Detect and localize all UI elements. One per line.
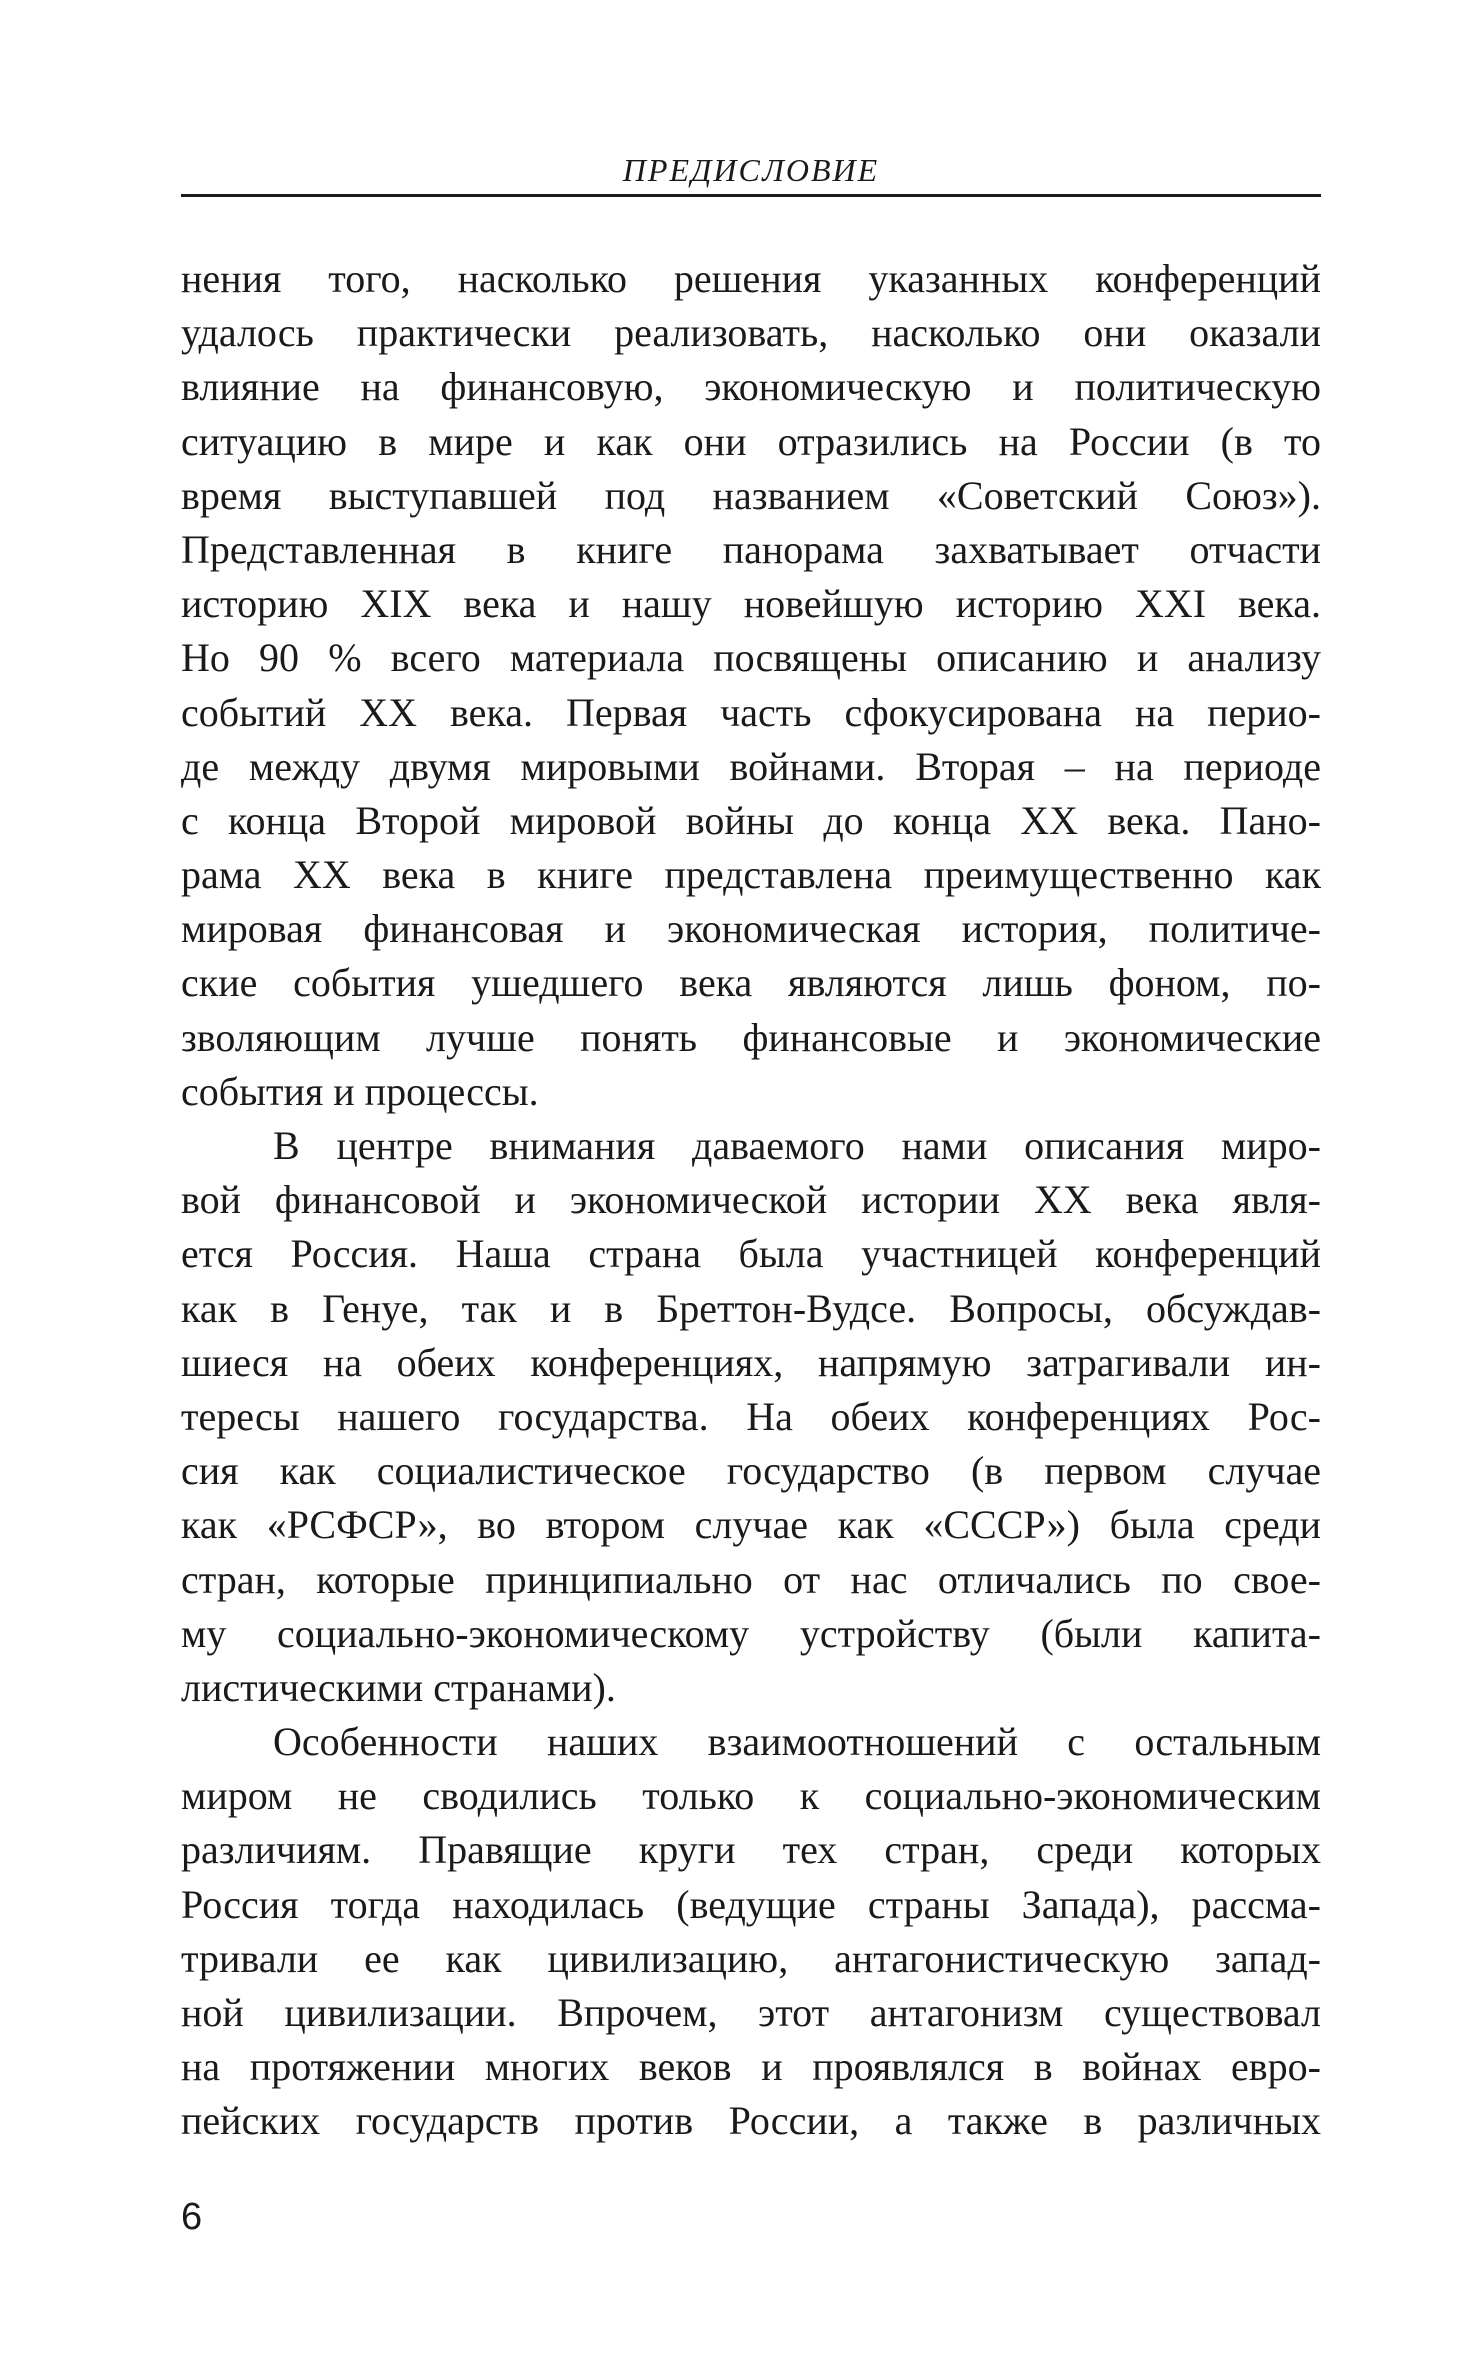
text-line: на протяжении многих веков и проявлялся в войнах евро-: [181, 2044, 1321, 2090]
text-line: мировая финансовая и экономическая история, политиче-: [181, 906, 1321, 952]
text-line: ется Россия. Наша страна была участницей конференций: [181, 1231, 1321, 1277]
text-line: события и процессы.: [181, 1068, 539, 1114]
text-line: историю XIX века и нашу новейшую историю XXI века.: [181, 581, 1321, 627]
text-line: му социально-экономическому устройству (были капита-: [181, 1610, 1321, 1656]
header-rule: [181, 194, 1321, 197]
text-line: рама XX века в книге представлена преимущественно как: [181, 852, 1321, 898]
text-line: сия как социалистическое государство (в первом случае: [181, 1448, 1321, 1494]
text-line: В центре внимания даваемого нами описания миро-: [273, 1123, 1321, 1168]
text-line: удалось практически реализовать, насколько они оказали: [181, 310, 1321, 356]
text-line: тривали ее как цивилизацию, антагонистическую запад-: [181, 1935, 1321, 1981]
text-line: влияние на финансовую, экономическую и политическую: [181, 364, 1321, 410]
body-text: [181, 252, 1321, 2149]
text-line: тересы нашего государства. На обеих конференциях Рос-: [181, 1393, 1321, 1439]
text-line: событий XX века. Первая часть сфокусирована на перио-: [181, 689, 1321, 735]
text-line: стран, которые принципиально от нас отличались по свое-: [181, 1556, 1321, 1602]
text-line: различиям. Правящие круги тех стран, среди которых: [181, 1827, 1321, 1873]
text-line: с конца Второй мировой войны до конца XX века. Пано-: [181, 797, 1321, 843]
text-line: Представленная в книге панорама захватывает отчасти: [181, 526, 1321, 572]
page-number: 6: [181, 2196, 203, 2238]
text-line: де между двумя мировыми войнами. Вторая – на периоде: [181, 743, 1321, 789]
text-line: как в Генуе, так и в Бреттон-Вудсе. Вопросы, обсуждав-: [181, 1285, 1321, 1331]
text-line: листическими странами).: [181, 1664, 616, 1710]
text-line: ной цивилизации. Впрочем, этот антагонизм существовал: [181, 1990, 1321, 2035]
running-header: ПРЕДИСЛОВИЕ: [622, 152, 880, 188]
text-line: ские события ушедшего века являются лишь фоном, по-: [181, 960, 1321, 1006]
text-line: как «РСФСР», во втором случае как «СССР») была среди: [181, 1502, 1321, 1548]
text-line: время выступавшей под названием «Советский Союз»).: [181, 472, 1321, 518]
text-line: Россия тогда находилась (ведущие страны Запада), рассма-: [181, 1881, 1321, 1927]
text-line: пейских государств против России, а также в различных: [181, 2098, 1321, 2144]
text-line: Но 90 % всего материала посвящены описанию и анализу: [181, 635, 1321, 681]
text-line: шиеся на обеих конференциях, напрямую затрагивали ин-: [181, 1339, 1321, 1385]
text-line: ситуацию в мире и как они отразились на России (в то: [181, 418, 1321, 464]
text-line: Особенности наших взаимоотношений с остальным: [273, 1719, 1321, 1765]
text-line: нения того, насколько решения указанных конференций: [181, 256, 1321, 301]
text-line: зволяющим лучше понять финансовые и экономические: [181, 1014, 1321, 1060]
text-line: миром не сводились только к социально-экономическим: [181, 1773, 1321, 1819]
text-line: вой финансовой и экономической истории XX века явля-: [181, 1177, 1321, 1223]
